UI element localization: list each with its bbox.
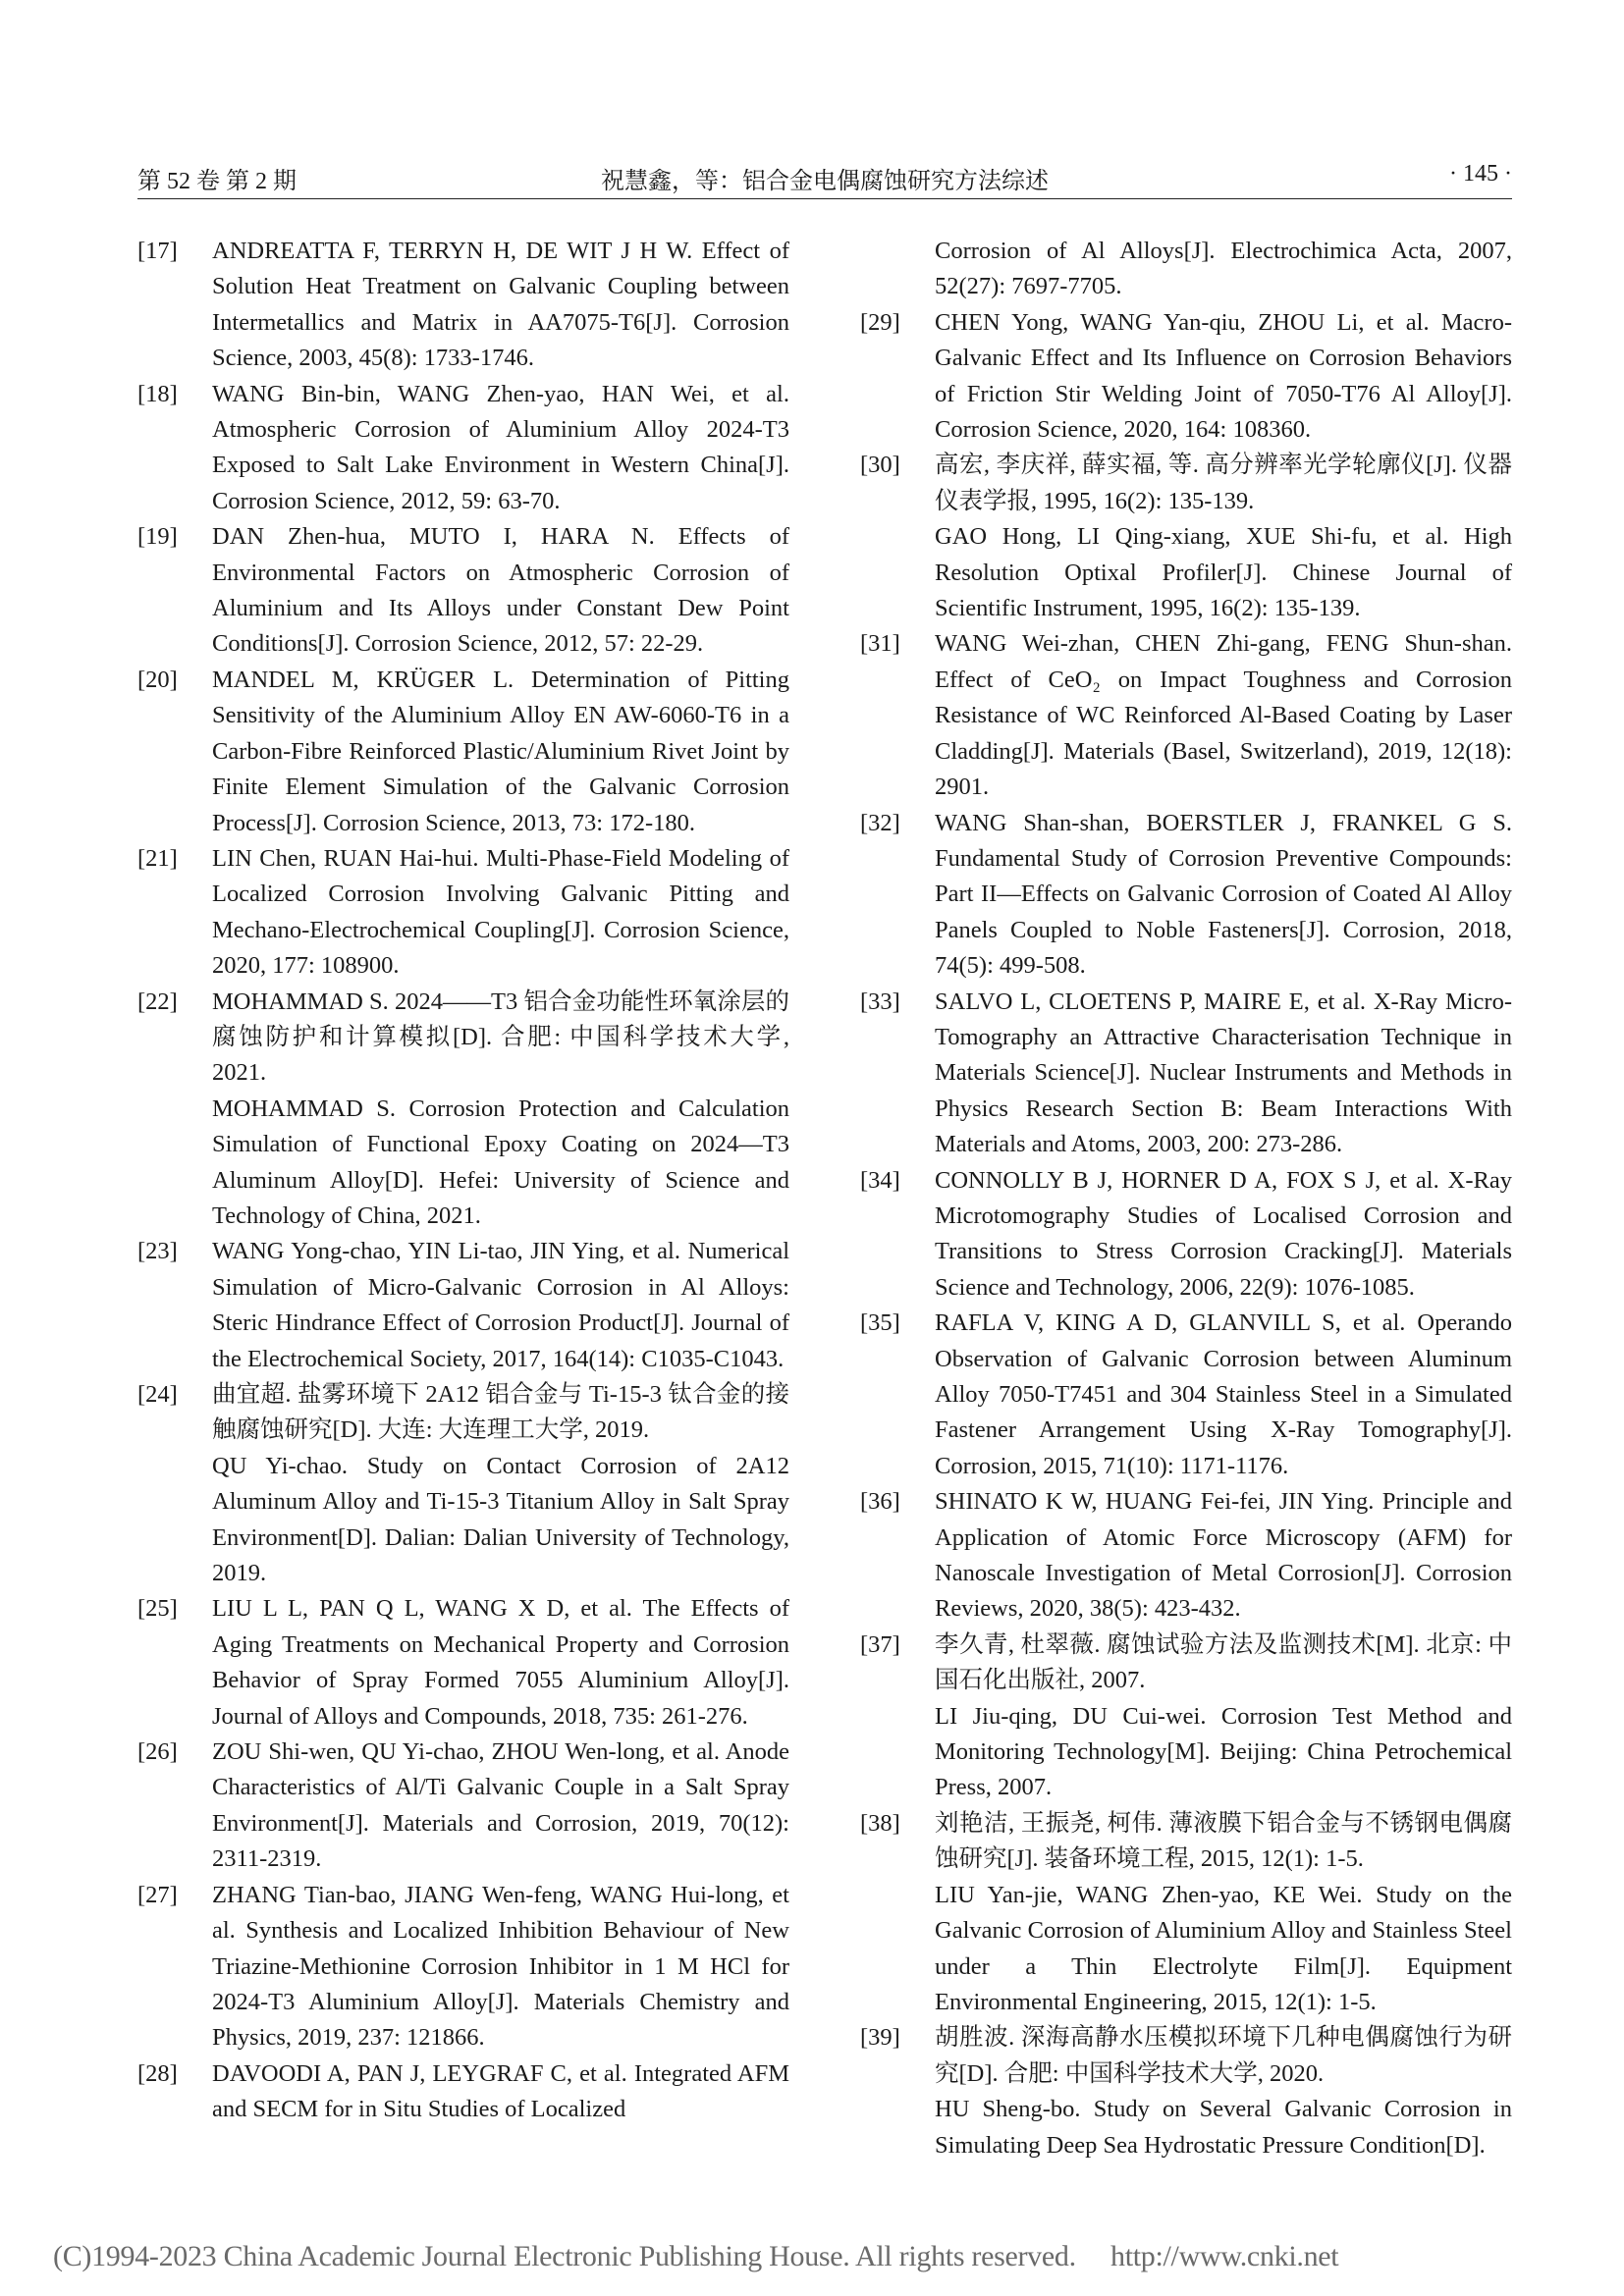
reference-number: [37] [860,1630,900,1658]
reference-item [137,519,789,663]
reference-item [860,1306,1512,1484]
reference-number: [39] [860,2024,900,2052]
reference-text: RAFLA V, KING A D, GLANVILL S, et al. Operando Observation of Galvanic Corrosion between Aluminum Alloy 7050-T7451 and 304 Stainless Steel in a Simulated Fastener Arrangement Using X-Ray Tomography[J]. Corrosion, 2015, 71(10): 1171-1176. [935,1309,1512,1479]
reference-text: LIN Chen, RUAN Hai-hui. Multi-Phase-Field Modeling of Localized Corrosion Involving Galvanic Pitting and Mechano-Electrochemical Coupling[J]. Corrosion Science, 2020, 177: 108900. [212,844,789,980]
reference-item [137,663,789,841]
running-title: 祝慧鑫，等：铝合金电偶腐蚀研究方法综述 [601,169,1049,194]
reference-text: LI Jiu-qing, DU Cui-wei. Corrosion Test Method and Monitoring Technology[M]. Beijing: China Petrochemical Press, 2007. [935,1702,1512,1801]
reference-item [137,377,789,520]
reference-text: SALVO L, CLOETENS P, MAIRE E, et al. X-Ray Micro-Tomography an Attractive Characterisation Technique in Materials Science[J]. Nuclear Instruments and Methods in Physics Research Section B: Beam Interactions With Materials and Atoms, 2003, 200: 273-286. [935,988,1512,1158]
references-left-column [137,234,789,2128]
reference-number: [25] [137,1595,178,1623]
running-header [137,157,1512,199]
reference-text: CHEN Yong, WANG Yan-qiu, ZHOU Li, et al. Macro-Galvanic Effect and Its Influence on Corrosion Behaviors of Friction Stir Welding Joint of 7050-T76 Al Alloy[J]. Corrosion Science, 2020, 164: 108360. [935,308,1512,444]
copyright-notice: (C)1994-2023 China Academic Journal Electronic Publishing House. All rights reserved. [53,2240,1076,2272]
reference-number: [19] [137,523,178,551]
reference-text: 胡胜波. 深海高静水压模拟环境下几种电偶腐蚀行为研究[D]. 合肥: 中国科学技术大学, 2020. [935,2024,1512,2087]
reference-number: [24] [137,1381,178,1408]
reference-text: MANDEL M, KRÜGER L. Determination of Pitting Sensitivity of the Aluminium Alloy EN AW-6060-T6 in a Carbon-Fibre Reinforced Plastic/Aluminium Rivet Joint by Finite Element Simulation of the Galvanic Corrosion Process[J]. Corrosion Science, 2013, 73: 172-180. [212,666,789,836]
reference-text: 李久青, 杜翠薇. 腐蚀试验方法及监测技术[M]. 北京: 中国石化出版社, 2007. [935,1630,1512,1694]
reference-number: [34] [860,1166,900,1194]
reference-text: DAVOODI A, PAN J, LEYGRAF C, et al. Integrated AFM and SECM for in Situ Studies of Localized [212,2059,789,2123]
reference-item [860,1484,1512,1628]
reference-text: 曲宜超. 盐雾环境下 2A12 铝合金与 Ti-15-3 钛合金的接触腐蚀研究[D]. 大连: 大连理工大学, 2019. [212,1381,789,1444]
reference-text: 高宏, 李庆祥, 薛实福, 等. 高分辨率光学轮廓仪[J]. 仪器仪表学报, 1995, 16(2): 135-139. [935,452,1512,514]
reference-item [137,841,789,985]
reference-text: ZHANG Tian-bao, JIANG Wen-feng, WANG Hui-long, et al. Synthesis and Localized Inhibition Behaviour of New Triazine-Methionine Corrosion Inhibitor in 1 M HCl for 2024-T3 Aluminium Alloy[J]. Materials Chemistry and Physics, 2019, 237: 121866. [212,1881,789,2052]
journal-volume: 第 52 卷 第 2 期 [137,169,297,194]
reference-text: MOHAMMAD S. Corrosion Protection and Calculation Simulation of Functional Epoxy Coating on 2024—T3 Aluminum Alloy[D]. Hefei: University of Science and Technology of China, 2021. [212,1095,789,1229]
reference-number: [27] [137,1881,178,1908]
footer [53,2240,1585,2273]
reference-text: MOHAMMAD S. 2024——T3 铝合金功能性环氧涂层的腐蚀防护和计算模拟[D]. 合肥: 中国科学技术大学, 2021. [212,988,789,1087]
reference-item [860,2020,1512,2163]
reference-text: ANDREATTA F, TERRYN H, DE WIT J H W. Effect of Solution Heat Treatment on Galvanic Coupling between Intermetallics and Matrix in AA7075-T6[J]. Corrosion Science, 2003, 45(8): 1733-1746. [212,238,789,372]
reference-text: HU Sheng-bo. Study on Several Galvanic Corrosion in Simulating Deep Sea Hydrostatic Pressure Condition[D]. [935,2096,1512,2159]
reference-number: [32] [860,809,900,836]
reference-text: Corrosion of Al Alloys[J]. Electrochimica Acta, 2007, 52(27): 7697-7705. [935,238,1512,300]
reference-item [860,1806,1512,2020]
reference-number: [17] [137,238,178,264]
footer-url[interactable]: http://www.cnki.net [1110,2240,1339,2272]
reference-item [860,1163,1512,1307]
page-number: · 145 · [1449,161,1512,187]
reference-item [137,1878,789,2056]
reference-number: [23] [137,1238,178,1265]
reference-item [860,448,1512,626]
reference-number: [22] [137,988,178,1015]
reference-number: [21] [137,844,178,872]
reference-number: [33] [860,988,900,1015]
reference-item [860,234,1512,305]
reference-text: ZOU Shi-wen, QU Yi-chao, ZHOU Wen-long, et al. Anode Characteristics of Al/Ti Galvanic Couple in a Salt Spray Environment[J]. Materials and Corrosion, 2019, 70(12): 2311-2319. [212,1738,789,1873]
reference-number: [26] [137,1738,178,1766]
reference-text: DAN Zhen-hua, MUTO I, HARA N. Effects of Environmental Factors on Atmospheric Corrosion of Aluminium and Its Alloys under Constant Dew Point Conditions[J]. Corrosion Science, 2012, 57: 22-29. [212,523,789,658]
reference-number: [30] [860,452,900,479]
reference-item [137,1591,789,1735]
reference-item [860,305,1512,449]
reference-number: [18] [137,380,178,407]
reference-text: 刘艳洁, 王振尧, 柯伟. 薄液膜下铝合金与不锈钢电偶腐蚀研究[J]. 装备环境工程, 2015, 12(1): 1-5. [935,1809,1512,1873]
reference-text: WANG Yong-chao, YIN Li-tao, JIN Ying, et al. Numerical Simulation of Micro-Galvanic Corrosion in Al Alloys: Steric Hindrance Effect of Corrosion Product[J]. Journal of the Electrochemical Society, 2017, 164(14): C1035-C1043. [212,1238,789,1372]
reference-text: GAO Hong, LI Qing-xiang, XUE Shi-fu, et al. High Resolution Optixal Profiler[J]. Chinese Journal of Scientific Instrument, 1995, 16(2): 135-139. [935,523,1512,622]
reference-number: [36] [860,1488,900,1516]
reference-item [137,985,789,1235]
reference-item [860,626,1512,805]
reference-number: [35] [860,1309,900,1337]
reference-item [137,1234,789,1377]
reference-text: CONNOLLY B J, HORNER D A, FOX S J, et al. X-Ray Microtomography Studies of Localised Corrosion and Transitions to Stress Corrosion Cracking[J]. Materials Science and Technology, 2006, 22(9): 1076-1085. [935,1166,1512,1301]
reference-item [860,1628,1512,1806]
reference-item [137,234,789,377]
reference-item [860,806,1512,985]
reference-text: SHINATO K W, HUANG Fei-fei, JIN Ying. Principle and Application of Atomic Force Microscopy (AFM) for Nanoscale Investigation of Metal Corrosion[J]. Corrosion Reviews, 2020, 38(5): 423-432. [935,1488,1512,1623]
reference-item [860,985,1512,1163]
reference-text: WANG Bin-bin, WANG Zhen-yao, HAN Wei, et al. Atmospheric Corrosion of Aluminium Alloy 2024-T3 Exposed to Salt Lake Environment in Western China[J]. Corrosion Science, 2012, 59: 63-70. [212,380,789,514]
reference-number: [29] [860,308,900,336]
reference-number: [20] [137,666,178,693]
reference-text: LIU L L, PAN Q L, WANG X D, et al. The Effects of Aging Treatments on Mechanical Property and Corrosion Behavior of Spray Formed 7055 Aluminium Alloy[J]. Journal of Alloys and Compounds, 2018, 735: 261-276. [212,1595,789,1730]
reference-number: [28] [137,2059,178,2087]
reference-item [137,1735,789,1878]
reference-number: [38] [860,1809,900,1837]
reference-item [137,2056,789,2128]
reference-text: WANG Shan-shan, BOERSTLER J, FRANKEL G S. Fundamental Study of Corrosion Preventive Compounds: Part II—Effects on Galvanic Corrosion of Coated Al Alloy Panels Coupled to Noble Fasteners[J]. Corrosion, 2018, 74(5): 499-508. [935,809,1512,980]
references-right-column [860,234,1512,2163]
reference-text: QU Yi-chao. Study on Contact Corrosion of 2A12 Aluminum Alloy and Ti-15-3 Titanium Alloy in Salt Spray Environment[D]. Dalian: Dalian University of Technology, 2019. [212,1452,789,1587]
reference-text: WANG Wei-zhan, CHEN Zhi-gang, FENG Shun-shan. Effect of CeO₂ on Impact Toughness and Corrosion Resistance of WC Reinforced Al-Based Coating by Laser Cladding[J]. Materials (Basel, Switzerland), 2019, 12(18): 2901. [935,630,1512,801]
reference-number: [31] [860,630,900,658]
reference-item [137,1377,789,1591]
reference-text: LIU Yan-jie, WANG Zhen-yao, KE Wei. Study on the Galvanic Corrosion of Aluminium Alloy and Stainless Steel under a Thin Electrolyte Film[J]. Equipment Environmental Engineering, 2015, 12(1): 1-5. [935,1881,1512,2015]
